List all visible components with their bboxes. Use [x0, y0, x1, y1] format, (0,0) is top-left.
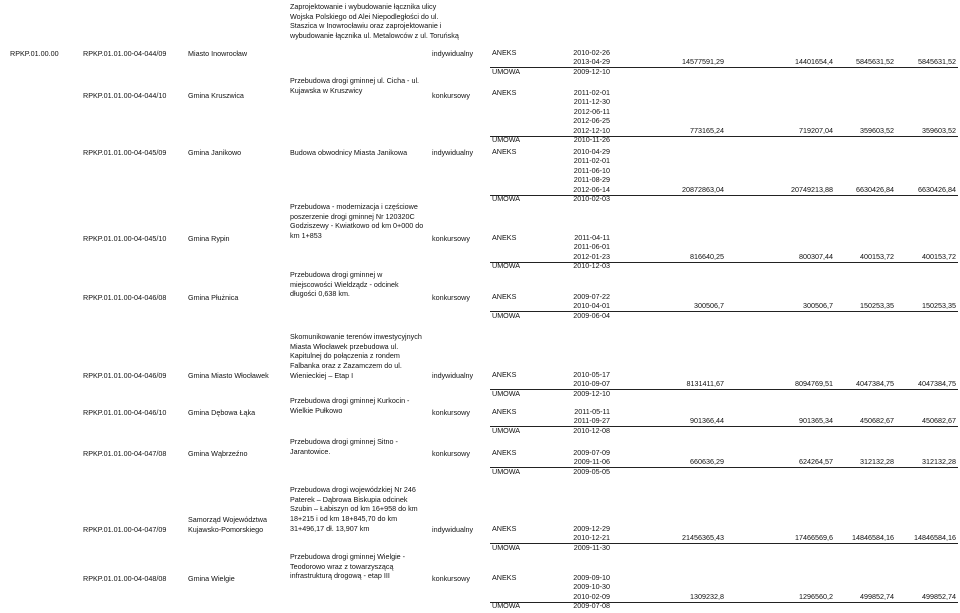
project-id: RPKP.01.01.00-04-048/08 — [83, 574, 167, 583]
entry-date: 2012-06-11 — [573, 106, 610, 116]
entry-type: ANEKS — [492, 147, 517, 156]
entry-date: 2009-07-09 — [573, 448, 610, 457]
row-divider — [490, 543, 958, 544]
entry-type: UMOWA — [492, 310, 521, 320]
amount-cofinancing-2: 14846584,16 — [914, 533, 956, 543]
amount-cofinancing-2: 450682,67 — [922, 416, 956, 426]
entry-date: 2012-06-25 — [573, 116, 610, 126]
entry-type: UMOWA — [492, 135, 521, 145]
amount-eligible: 17466569,6 — [795, 533, 833, 543]
entry-type: UMOWA — [492, 388, 521, 398]
procedure-type: indywidualny — [432, 148, 474, 157]
entry-date: 2009-11-30 — [573, 542, 610, 552]
entry-date: 2010-12-08 — [573, 425, 610, 435]
procedure-type: indywidualny — [432, 49, 474, 58]
amount-total: 1309232,8 — [690, 591, 724, 601]
entry-date: 2010-11-26 — [573, 135, 610, 145]
project-id: RPKP.01.01.00-04-045/09 — [83, 148, 167, 157]
row-divider — [490, 467, 958, 468]
entry-date: 2009-12-10 — [573, 66, 610, 76]
entry-date: 2009-09-10 — [573, 573, 610, 582]
top-program-code: RPKP.01.00.00 — [10, 49, 59, 58]
entry-date: 2011-09-27 — [573, 416, 610, 426]
entry-type: UMOWA — [492, 466, 521, 476]
project-title: Przebudowa drogi wojewódzkiej Nr 246 Paterek – Dąbrowa Biskupia odcinek Szubin – Łabiszyn od km 16+958 do km 18+215 i od km 18+845,70 do km 31+496,17 dł. 13,907 km — [290, 485, 418, 533]
procedure-type: indywidualny — [432, 525, 474, 534]
entry-type: ANEKS — [492, 292, 517, 301]
amount-total: 773165,24 — [690, 125, 724, 135]
entry-type: ANEKS — [492, 448, 517, 457]
entry-type: ANEKS — [492, 407, 517, 416]
entry-type: UMOWA — [492, 542, 521, 552]
entry-type: UMOWA — [492, 194, 521, 204]
entry-type: UMOWA — [492, 261, 521, 271]
amount-eligible: 1296560,2 — [799, 591, 833, 601]
row-divider — [490, 426, 958, 427]
project-title: Przebudowa drogi gminnej w miejscowości Wieldządz - odcinek długości 0,638 km. — [290, 270, 399, 299]
procedure-type: konkursowy — [432, 574, 470, 583]
amount-cofinancing: 359603,52 — [860, 125, 894, 135]
beneficiary: Gmina Rypin — [188, 234, 230, 243]
amount-cofinancing: 450682,67 — [860, 416, 894, 426]
procedure-type: konkursowy — [432, 408, 470, 417]
procedure-type: konkursowy — [432, 449, 470, 458]
amount-cofinancing-2: 5845631,52 — [918, 57, 956, 67]
amount-cofinancing: 5845631,52 — [856, 57, 894, 67]
entry-date: 2009-12-10 — [573, 388, 610, 398]
amount-cofinancing-2: 359603,52 — [922, 125, 956, 135]
row-divider — [490, 195, 958, 196]
amount-total: 20872863,04 — [682, 184, 724, 194]
amount-cofinancing: 14846584,16 — [852, 533, 894, 543]
entry-date: 2013-04-29 — [573, 57, 610, 67]
project-title: Przebudowa drogi gminnej Wielgie - Teodorowo wraz z towarzyszącą infrastrukturą drogową - etap III — [290, 552, 406, 581]
amount-total: 901366,44 — [690, 416, 724, 426]
amount-eligible: 8094769,51 — [795, 379, 833, 389]
entry-type: ANEKS — [492, 48, 517, 57]
entry-date: 2011-12-30 — [573, 97, 610, 107]
entry-date: 2009-12-29 — [573, 524, 610, 533]
project-title: Przebudowa drogi gminnej Kurkocin - Wielkie Pułkowo — [290, 396, 410, 415]
entry-date: 2010-12-03 — [573, 261, 610, 271]
amount-cofinancing: 6630426,84 — [856, 184, 894, 194]
project-title: Zaprojektowanie i wybudowanie łącznika ulicy Wojska Polskiego od Alei Niepodległości do ul. Staszica w Inowrocławiu oraz zaprojektowanie i wybudowanie łącznika ul. Metalowców z ul. Toruńską — [290, 2, 459, 41]
row-divider — [490, 67, 958, 68]
entry-date: 2012-12-10 — [573, 125, 610, 135]
amount-eligible: 624264,57 — [799, 457, 833, 467]
entry-date: 2009-06-04 — [573, 310, 610, 320]
amount-cofinancing: 400153,72 — [860, 251, 894, 261]
beneficiary: Gmina Wąbrzeźno — [188, 449, 248, 458]
entry-date: 2012-06-14 — [573, 184, 610, 194]
entry-date: 2010-05-17 — [573, 370, 610, 379]
project-title: Skomunikowanie terenów inwestycyjnych Miasta Włocławek przebudowa ul. Kapitulnej do połączenia z rondem Falbanka oraz z Zazamczem do ul. Wienieckiej – Etap I — [290, 332, 422, 380]
amount-total: 816640,25 — [690, 251, 724, 261]
entry-date: 2011-08-29 — [573, 175, 610, 185]
project-id: RPKP.01.01.00-04-045/10 — [83, 234, 167, 243]
entry-type: UMOWA — [492, 601, 521, 611]
project-id: RPKP.01.01.00-04-046/10 — [83, 408, 167, 417]
beneficiary: Gmina Kruszwica — [188, 91, 244, 100]
entry-type: ANEKS — [492, 233, 517, 242]
amount-total: 8131411,67 — [686, 379, 724, 389]
entry-date: 2010-02-09 — [573, 591, 610, 601]
entry-date: 2009-07-08 — [573, 601, 610, 611]
project-title: Budowa obwodnicy Miasta Janikowa — [290, 148, 408, 157]
amount-eligible: 14401654,4 — [795, 57, 833, 67]
beneficiary: Gmina Wielgie — [188, 574, 235, 583]
entry-date: 2011-06-10 — [573, 165, 610, 175]
procedure-type: konkursowy — [432, 91, 470, 100]
procedure-type: indywidualny — [432, 371, 474, 380]
project-id: RPKP.01.01.00-04-044/10 — [83, 91, 167, 100]
amount-total: 660636,29 — [690, 457, 724, 467]
amount-cofinancing: 499852,74 — [860, 591, 894, 601]
amount-cofinancing-2: 4047384,75 — [918, 379, 956, 389]
amount-cofinancing-2: 312132,28 — [922, 457, 956, 467]
amount-cofinancing-2: 499852,74 — [922, 591, 956, 601]
amount-total: 14577591,29 — [682, 57, 724, 67]
entry-type: ANEKS — [492, 573, 517, 582]
row-divider — [490, 136, 958, 137]
entry-date: 2010-04-01 — [573, 301, 610, 311]
beneficiary: Gmina Miasto Włocławek — [188, 371, 269, 380]
project-id: RPKP.01.01.00-04-047/09 — [83, 525, 167, 534]
amount-cofinancing-2: 150253,35 — [922, 301, 956, 311]
entry-date: 2011-02-01 — [573, 156, 610, 166]
entry-date: 2010-04-29 — [573, 147, 610, 156]
entry-type: ANEKS — [492, 88, 517, 97]
entry-type: UMOWA — [492, 66, 521, 76]
entry-date: 2012-01-23 — [573, 251, 610, 261]
amount-cofinancing: 150253,35 — [860, 301, 894, 311]
procedure-type: konkursowy — [432, 234, 470, 243]
project-id: RPKP.01.01.00-04-044/09 — [83, 49, 167, 58]
row-divider — [490, 389, 958, 390]
entry-date: 2011-04-11 — [574, 233, 610, 242]
row-divider — [490, 262, 958, 263]
project-title: Przebudowa drogi gminnej ul. Cicha - ul. Kujawska w Kruszwicy — [290, 76, 420, 95]
beneficiary: Samorząd Województwa Kujawsko-Pomorskiego — [188, 515, 267, 534]
beneficiary: Gmina Dębowa Łąka — [188, 408, 256, 417]
amount-total: 21456365,43 — [682, 533, 724, 543]
project-id: RPKP.01.01.00-04-047/08 — [83, 449, 167, 458]
project-id: RPKP.01.01.00-04-046/09 — [83, 371, 167, 380]
row-divider — [490, 311, 958, 312]
entry-date: 2010-02-03 — [573, 194, 610, 204]
entry-date: 2009-07-22 — [573, 292, 610, 301]
entry-date: 2011-02-01 — [573, 88, 610, 97]
amount-eligible: 20749213,88 — [791, 184, 833, 194]
procedure-type: konkursowy — [432, 293, 470, 302]
entry-date: 2010-12-21 — [573, 533, 610, 543]
entry-type: ANEKS — [492, 524, 517, 533]
project-title: Przebudowa - modernizacja i częściowe poszerzenie drogi gminnej Nr 120320C Godziszewy - Kwiatkowo od km 0+000 do km 1+853 — [290, 202, 424, 241]
row-divider — [490, 602, 958, 603]
project-id: RPKP.01.01.00-04-046/08 — [83, 293, 167, 302]
entry-date: 2009-05-05 — [573, 466, 610, 476]
entry-type: UMOWA — [492, 425, 521, 435]
amount-eligible: 300506,7 — [803, 301, 833, 311]
entry-type: ANEKS — [492, 370, 517, 379]
amount-eligible: 800307,44 — [799, 251, 833, 261]
entry-date: 2009-10-30 — [573, 582, 610, 592]
entry-date: 2011-05-11 — [574, 407, 610, 416]
beneficiary: Miasto Inowrocław — [188, 49, 248, 58]
beneficiary: Gmina Janikowo — [188, 148, 242, 157]
amount-cofinancing-2: 400153,72 — [922, 251, 956, 261]
project-title: Przebudowa drogi gminnej Sitno - Jarantowice. — [290, 437, 398, 456]
entry-date: 2009-11-06 — [573, 457, 610, 467]
entry-date: 2010-09-07 — [573, 379, 610, 389]
amount-eligible: 901365,34 — [799, 416, 833, 426]
amount-cofinancing-2: 6630426,84 — [918, 184, 956, 194]
amount-total: 300506,7 — [694, 301, 724, 311]
amount-cofinancing: 312132,28 — [860, 457, 894, 467]
amount-eligible: 719207,04 — [799, 125, 833, 135]
amount-cofinancing: 4047384,75 — [856, 379, 894, 389]
entry-date: 2011-06-01 — [573, 242, 610, 252]
beneficiary: Gmina Płużnica — [188, 293, 239, 302]
entry-date: 2010-02-26 — [573, 48, 610, 57]
